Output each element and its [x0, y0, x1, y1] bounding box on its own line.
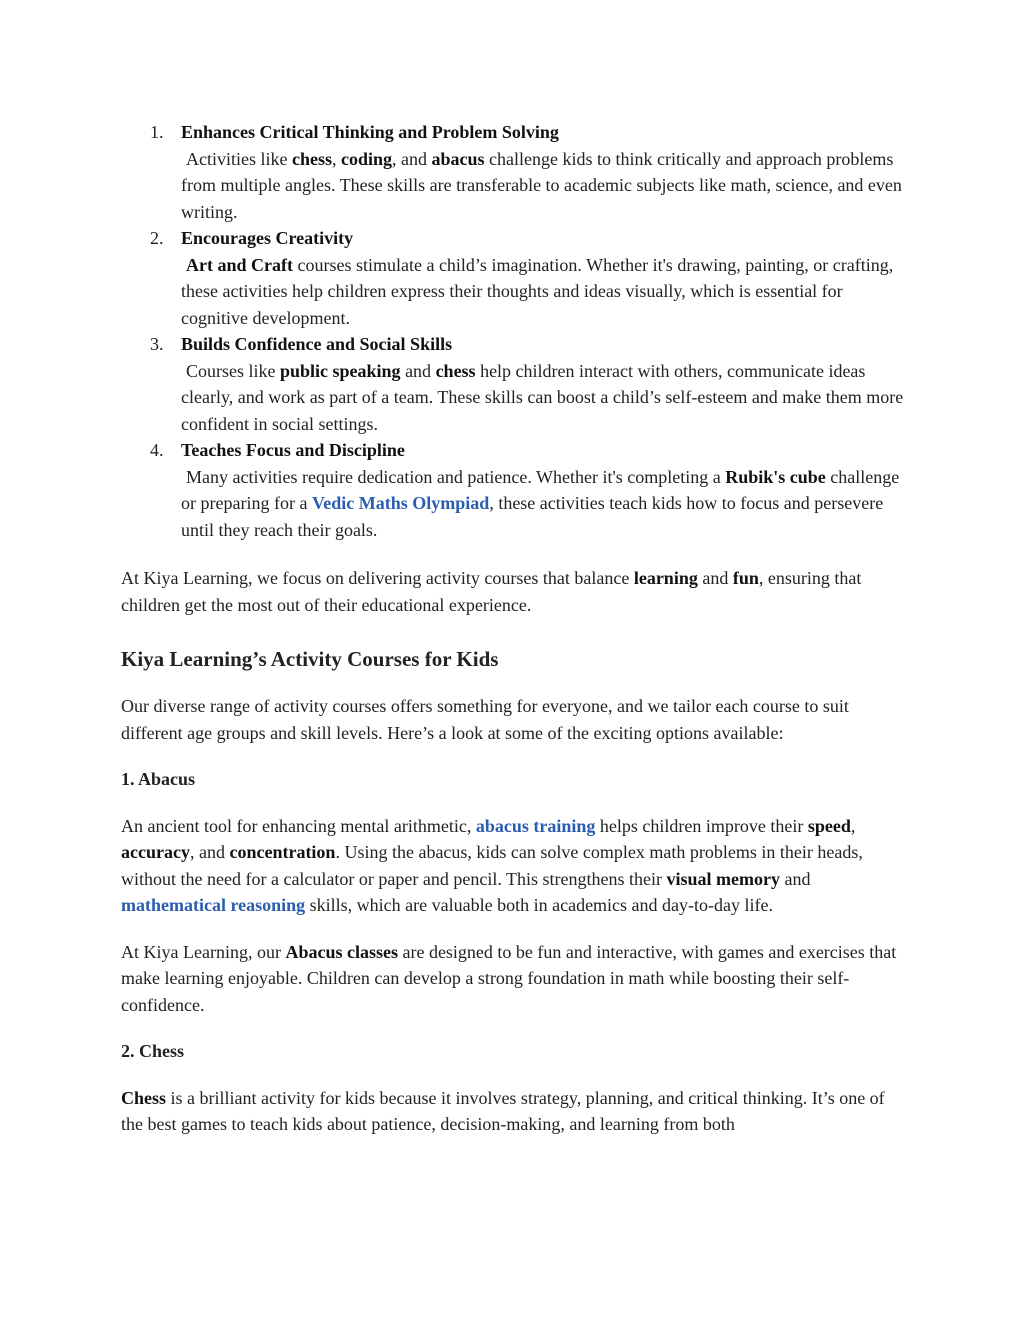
document-page — [121, 119, 911, 1138]
inline-link[interactable]: abacus training — [475, 815, 596, 836]
bold-text: abacus — [431, 148, 485, 169]
bold-text: fun — [732, 568, 759, 588]
intro-paragraph — [121, 565, 911, 618]
benefit-title: Enhances Critical Thinking and Problem Solving — [181, 122, 559, 142]
list-number: 4. — [150, 440, 164, 460]
text-run: , and — [189, 842, 230, 862]
benefit-body — [181, 146, 911, 226]
text-run: At Kiya Learning, we focus on delivering activity courses that balance — [121, 568, 634, 588]
text-run: , and — [392, 148, 432, 169]
bold-text: Art and Craft — [186, 254, 293, 275]
text-run: are designed to be fun and interactive, with games and exercises that make learning enjoyable. Children can develop a strong foundation in math while boosting their self-confidence. — [121, 941, 897, 1015]
inline-link[interactable]: mathematical reasoning — [121, 895, 306, 915]
list-item — [121, 225, 911, 331]
text-run: courses stimulate a child’s imagination. Whether it's drawing, painting, or crafting, these activities help children express their thoughts and ideas visually, which is essential for cognitive development. — [181, 254, 894, 328]
list-number: 1. — [150, 122, 164, 142]
chess-heading: 2. Chess — [121, 1041, 185, 1061]
bold-text: chess — [435, 360, 476, 381]
text-run: Courses like — [186, 360, 280, 381]
bold-text: accuracy — [121, 842, 190, 862]
text-run: Our diverse range of activity courses offers something for everyone, and we tailor each course to suit different age groups and skill levels. Here’s a look at some of the exciting options available: — [121, 696, 849, 743]
text-run: is a brilliant activity for kids because it involves strategy, planning, and critical thinking. It’s one of the best games to teach kids about patience, decision-making, and learning from both — [121, 1087, 885, 1134]
text-run: and — [697, 568, 733, 588]
text-run: , ensuring that children get the most out of their educational experience. — [121, 568, 862, 615]
text-run: helps children improve their — [595, 815, 808, 836]
section-intro-paragraph — [121, 693, 911, 746]
text-run: and — [779, 868, 811, 889]
benefit-body — [181, 358, 911, 438]
bold-text: Abacus classes — [285, 941, 398, 962]
bold-text: learning — [633, 568, 698, 588]
bold-text: Rubik's cube — [725, 466, 826, 487]
benefit-title: Teaches Focus and Discipline — [181, 440, 405, 460]
section-heading: Kiya Learning’s Activity Courses for Kids — [121, 647, 499, 671]
bold-text: coding — [340, 148, 392, 169]
bold-text: chess — [291, 148, 332, 169]
text-run: , these activities teach kids how to focus and persevere until they reach their goals. — [181, 493, 884, 540]
bold-text: concentration — [229, 842, 336, 862]
benefit-body — [181, 464, 911, 544]
text-run: At Kiya Learning, our — [121, 941, 286, 962]
list-item — [121, 437, 911, 543]
text-run: help children interact with others, communicate ideas clearly, and work as part of a team. These skills can boost a child’s self-esteem and make them more confident in social settings. — [181, 360, 904, 434]
list-number: 3. — [150, 334, 164, 354]
benefit-title: Builds Confidence and Social Skills — [181, 334, 453, 354]
benefit-title: Encourages Creativity — [181, 228, 354, 248]
text-run: . Using the abacus, kids can solve complex math problems in their heads, without the need for a calculator or paper and pencil. This strengthens their — [121, 842, 863, 889]
benefits-list — [121, 119, 911, 543]
text-run: Activities like — [186, 148, 292, 169]
abacus-paragraph-1 — [121, 813, 911, 919]
bold-text: Chess — [121, 1087, 167, 1108]
list-number: 2. — [150, 228, 164, 248]
bold-text: speed — [807, 815, 851, 836]
text-run: An ancient tool for enhancing mental arithmetic, — [121, 815, 476, 836]
inline-link[interactable]: Vedic Maths Olympiad — [311, 493, 490, 513]
abacus-heading: 1. Abacus — [121, 769, 196, 789]
benefit-body — [181, 252, 911, 332]
text-run: and — [400, 360, 436, 381]
bold-text: public speaking — [280, 360, 401, 381]
text-run: challenge or preparing for a — [181, 466, 900, 513]
list-item — [121, 331, 911, 437]
abacus-paragraph-2 — [121, 939, 911, 1019]
text-run: Many activities require dedication and patience. Whether it's completing a — [186, 466, 726, 487]
text-run: , — [850, 815, 856, 836]
text-run: skills, which are valuable both in academics and day-to-day life. — [305, 895, 773, 915]
text-run: challenge kids to think critically and approach problems from multiple angles. These skills are transferable to academic subjects like math, science, and even writing. — [181, 148, 902, 222]
chess-paragraph-1 — [121, 1085, 911, 1138]
bold-text: visual memory — [666, 868, 780, 889]
text-run: , — [331, 148, 341, 169]
list-item — [121, 119, 911, 225]
